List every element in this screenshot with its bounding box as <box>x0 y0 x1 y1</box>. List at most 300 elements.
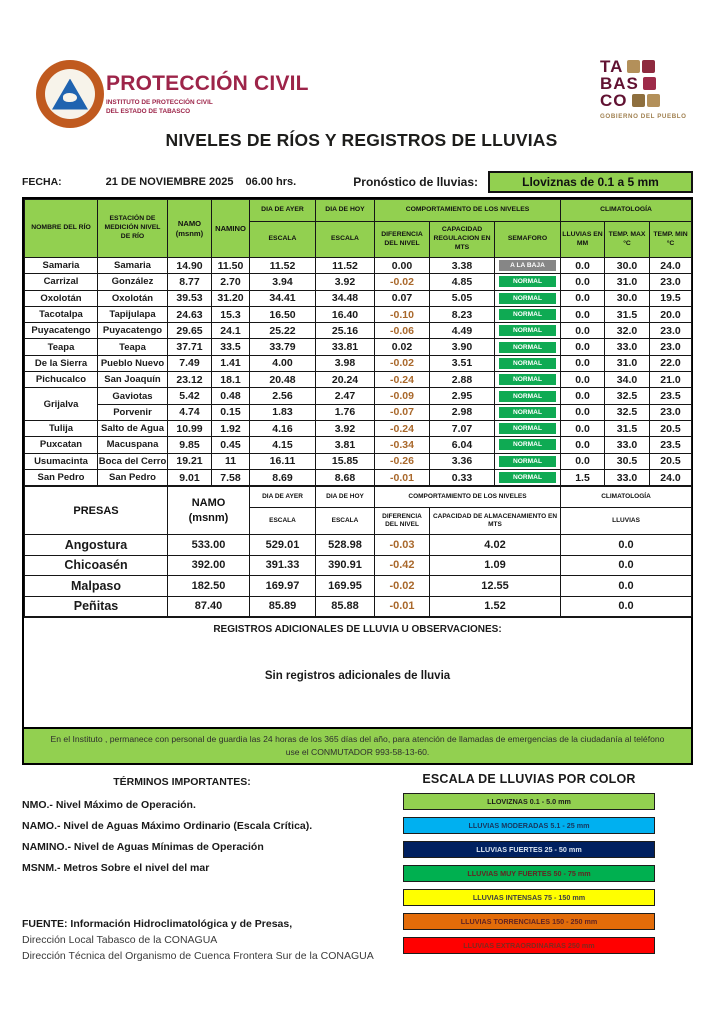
level-diff-cell: 0.02 <box>375 339 430 355</box>
station-cell: Porvenir <box>98 404 168 420</box>
station-cell: Teapa <box>98 339 168 355</box>
semaforo-badge: NORMAL <box>499 407 556 418</box>
temp-min-cell: 23.5 <box>650 388 692 404</box>
col-header-semaforo: SEMAFORO <box>495 222 561 258</box>
namino-cell: 2.70 <box>212 274 250 290</box>
yesterday-scale-cell: 33.79 <box>250 339 316 355</box>
yesterday-scale-cell: 4.16 <box>250 420 316 436</box>
rain-mm-cell: 0.0 <box>561 437 605 453</box>
temp-min-cell: 22.0 <box>650 355 692 371</box>
namo-cell: 39.53 <box>168 290 212 306</box>
presa-storage-cell: 1.52 <box>430 596 561 617</box>
tabasco-logo-text: CO <box>600 90 628 110</box>
namo-cell: 37.71 <box>168 339 212 355</box>
agency-title: PROTECCIÓN CIVIL <box>106 72 309 95</box>
today-scale-cell: 2.47 <box>316 388 375 404</box>
rain-mm-cell: 0.0 <box>561 420 605 436</box>
yesterday-scale-cell: 1.83 <box>250 404 316 420</box>
river-name-cell: De la Sierra <box>25 355 98 371</box>
river-name-cell: Samaria <box>25 258 98 274</box>
yesterday-scale-cell: 4.15 <box>250 437 316 453</box>
semaforo-cell <box>495 388 561 404</box>
col-header-tmin: TEMP. MIN °C <box>650 222 692 258</box>
source-line3: Dirección Técnica del Organismo de Cuenca Frontera Sur de la CONAGUA <box>22 950 374 962</box>
namo-cell: 9.01 <box>168 469 212 485</box>
agency-subtitle-line1: INSTITUTO DE PROTECCIÓN CIVIL <box>106 99 213 106</box>
semaforo-cell <box>495 306 561 322</box>
station-cell: Boca del Cerro <box>98 453 168 469</box>
presa-today-cell: 528.98 <box>316 535 375 556</box>
capacity-cell: 8.23 <box>430 306 495 322</box>
namino-cell: 1.92 <box>212 420 250 436</box>
temp-max-cell: 31.5 <box>605 420 650 436</box>
river-row <box>25 469 692 485</box>
capacity-cell: 6.04 <box>430 437 495 453</box>
terms-title: TÉRMINOS IMPORTANTES: <box>113 776 251 788</box>
river-row <box>25 388 692 404</box>
temp-min-cell: 23.5 <box>650 437 692 453</box>
river-name-cell: San Pedro <box>25 469 98 485</box>
river-row <box>25 258 692 274</box>
col-header-presas-today: DIA DE HOY <box>316 487 375 508</box>
river-row <box>25 274 692 290</box>
semaforo-badge: NORMAL <box>499 325 556 336</box>
temp-min-cell: 24.0 <box>650 258 692 274</box>
namino-cell: 11.50 <box>212 258 250 274</box>
tabasco-logo-glyphs <box>627 60 655 73</box>
namino-cell: 0.48 <box>212 388 250 404</box>
river-name-cell: Pichucalco <box>25 372 98 388</box>
temp-min-cell: 23.0 <box>650 274 692 290</box>
presa-row <box>25 555 692 576</box>
today-scale-cell: 15.85 <box>316 453 375 469</box>
temp-min-cell: 24.0 <box>650 469 692 485</box>
term-item: NAMO.- Nivel de Aguas Máximo Ordinario (Escala Crítica). <box>22 820 313 832</box>
station-cell: Samaria <box>98 258 168 274</box>
temp-max-cell: 32.5 <box>605 404 650 420</box>
rain-mm-cell: 1.5 <box>561 469 605 485</box>
today-scale-cell: 8.68 <box>316 469 375 485</box>
level-diff-cell: -0.24 <box>375 420 430 436</box>
level-diff-cell: -0.10 <box>375 306 430 322</box>
presa-name-cell: Malpaso <box>25 576 168 597</box>
semaforo-badge: NORMAL <box>499 456 556 467</box>
yesterday-scale-cell: 4.00 <box>250 355 316 371</box>
presa-namo-cell: 533.00 <box>168 535 250 556</box>
rain-mm-cell: 0.0 <box>561 274 605 290</box>
temp-max-cell: 31.5 <box>605 306 650 322</box>
presas-table <box>24 486 692 617</box>
semaforo-badge: NORMAL <box>499 391 556 402</box>
yesterday-scale-cell: 8.69 <box>250 469 316 485</box>
col-header-station: ESTACIÓN DE MEDICIÓN NIVEL DE RÍO <box>98 200 168 258</box>
semaforo-cell <box>495 404 561 420</box>
capacity-cell: 3.51 <box>430 355 495 371</box>
semaforo-badge: A LA BAJA <box>499 260 556 271</box>
level-diff-cell: -0.09 <box>375 388 430 404</box>
presa-row <box>25 576 692 597</box>
presa-today-cell: 169.95 <box>316 576 375 597</box>
semaforo-badge: NORMAL <box>499 374 556 385</box>
rain-scale-bar: LLUVIAS MUY FUERTES 50 - 75 mm <box>403 865 655 882</box>
river-name-cell: Teapa <box>25 339 98 355</box>
river-row <box>25 290 692 306</box>
yesterday-scale-cell: 25.22 <box>250 323 316 339</box>
rivers-table <box>24 199 692 486</box>
level-diff-cell: 0.07 <box>375 290 430 306</box>
level-diff-cell: -0.02 <box>375 355 430 371</box>
presa-name-cell: Angostura <box>25 535 168 556</box>
namino-cell: 18.1 <box>212 372 250 388</box>
semaforo-cell <box>495 372 561 388</box>
river-name-cell: Usumacinta <box>25 453 98 469</box>
semaforo-cell <box>495 339 561 355</box>
station-cell: Gaviotas <box>98 388 168 404</box>
river-name-cell: Tulija <box>25 420 98 436</box>
semaforo-badge: NORMAL <box>499 423 556 434</box>
seal-triangle-icon <box>52 79 88 110</box>
namo-cell: 24.63 <box>168 306 212 322</box>
emergency-banner <box>24 727 691 763</box>
presa-namo-cell: 182.50 <box>168 576 250 597</box>
semaforo-cell <box>495 453 561 469</box>
rain-mm-cell: 0.0 <box>561 258 605 274</box>
temp-max-cell: 30.0 <box>605 258 650 274</box>
presa-name-cell: Chicoasén <box>25 555 168 576</box>
today-scale-cell: 3.92 <box>316 420 375 436</box>
temp-max-cell: 33.0 <box>605 339 650 355</box>
station-cell: Salto de Agua <box>98 420 168 436</box>
station-cell: González <box>98 274 168 290</box>
namino-cell: 7.58 <box>212 469 250 485</box>
tabasco-logo-caption: GOBIERNO DEL PUEBLO <box>600 113 687 120</box>
river-row <box>25 306 692 322</box>
namo-cell: 14.90 <box>168 258 212 274</box>
rain-mm-cell: 0.0 <box>561 323 605 339</box>
presa-rain-cell: 0.0 <box>561 535 692 556</box>
presa-row <box>25 596 692 617</box>
temp-max-cell: 31.0 <box>605 274 650 290</box>
additional-rain-section <box>24 617 691 727</box>
presa-diff-cell: -0.01 <box>375 596 430 617</box>
agency-header <box>106 72 309 117</box>
level-diff-cell: -0.01 <box>375 469 430 485</box>
namino-cell: 11 <box>212 453 250 469</box>
station-cell: San Pedro <box>98 469 168 485</box>
station-cell: Pueblo Nuevo <box>98 355 168 371</box>
tabasco-logo <box>600 58 712 120</box>
capacity-cell: 4.85 <box>430 274 495 290</box>
river-row <box>25 339 692 355</box>
namino-cell: 33.5 <box>212 339 250 355</box>
semaforo-cell <box>495 290 561 306</box>
col-header-presas-yesterday: DIA DE AYER <box>250 487 316 508</box>
river-row <box>25 437 692 453</box>
namino-cell: 31.20 <box>212 290 250 306</box>
tabasco-logo-glyphs <box>643 77 656 90</box>
fecha-date: 21 DE NOVIEMBRE 2025 <box>105 176 234 188</box>
rivers-table-body <box>25 258 692 486</box>
presa-storage-cell: 4.02 <box>430 535 561 556</box>
namo-cell: 5.42 <box>168 388 212 404</box>
col-header-presas: PRESAS <box>25 487 168 535</box>
tabasco-logo-row <box>600 75 712 92</box>
capacity-cell: 2.88 <box>430 372 495 388</box>
presa-yesterday-cell: 391.33 <box>250 555 316 576</box>
tabasco-logo-text: BAS <box>600 73 639 93</box>
forecast-label: Pronóstico de lluvias: <box>353 175 478 189</box>
temp-min-cell: 21.0 <box>650 372 692 388</box>
namo-cell: 4.74 <box>168 404 212 420</box>
today-scale-cell: 11.52 <box>316 258 375 274</box>
temp-max-cell: 32.0 <box>605 323 650 339</box>
presa-name-cell: Peñitas <box>25 596 168 617</box>
level-diff-cell: -0.34 <box>375 437 430 453</box>
temp-min-cell: 20.5 <box>650 420 692 436</box>
forecast-value-badge: Lloviznas de 0.1 a 5 mm <box>488 171 693 193</box>
river-row <box>25 372 692 388</box>
seal-inner-circle <box>45 69 95 119</box>
terms-section <box>22 776 382 879</box>
yesterday-scale-cell: 3.94 <box>250 274 316 290</box>
yesterday-scale-cell: 34.41 <box>250 290 316 306</box>
namo-cell: 10.99 <box>168 420 212 436</box>
river-name-cell: Oxolotán <box>25 290 98 306</box>
presa-namo-cell: 392.00 <box>168 555 250 576</box>
station-cell: Oxolotán <box>98 290 168 306</box>
capacity-cell: 3.38 <box>430 258 495 274</box>
river-name-cell: Grijalva <box>25 388 98 421</box>
level-diff-cell: -0.24 <box>375 372 430 388</box>
semaforo-badge: NORMAL <box>499 293 556 304</box>
temp-max-cell: 34.0 <box>605 372 650 388</box>
semaforo-cell <box>495 274 561 290</box>
semaforo-cell <box>495 258 561 274</box>
semaforo-cell <box>495 420 561 436</box>
yesterday-scale-cell: 16.50 <box>250 306 316 322</box>
river-row <box>25 323 692 339</box>
capacity-cell: 7.07 <box>430 420 495 436</box>
capacity-cell: 3.36 <box>430 453 495 469</box>
semaforo-cell <box>495 469 561 485</box>
river-name-cell: Tacotalpa <box>25 306 98 322</box>
rain-scale-bar: LLUVIAS FUERTES 25 - 50 mm <box>403 841 655 858</box>
river-name-cell: Carrizal <box>25 274 98 290</box>
tabasco-logo-row <box>600 92 712 109</box>
temp-min-cell: 20.0 <box>650 306 692 322</box>
level-diff-cell: -0.02 <box>375 274 430 290</box>
namino-cell: 0.15 <box>212 404 250 420</box>
rain-mm-cell: 0.0 <box>561 388 605 404</box>
capacity-cell: 2.98 <box>430 404 495 420</box>
namino-cell: 0.45 <box>212 437 250 453</box>
namo-cell: 19.21 <box>168 453 212 469</box>
rain-scale-title: ESCALA DE LLUVIAS POR COLOR <box>422 772 636 786</box>
presa-storage-cell: 12.55 <box>430 576 561 597</box>
source-section <box>22 916 472 964</box>
temp-min-cell: 23.0 <box>650 339 692 355</box>
semaforo-badge: NORMAL <box>499 276 556 287</box>
namino-cell: 1.41 <box>212 355 250 371</box>
col-header-presas-scale-yesterday: ESCALA <box>250 508 316 535</box>
col-header-rain: LLUVIAS EN MM <box>561 222 605 258</box>
temp-max-cell: 30.0 <box>605 290 650 306</box>
river-name-cell: Puxcatan <box>25 437 98 453</box>
rain-mm-cell: 0.0 <box>561 355 605 371</box>
presa-today-cell: 85.88 <box>316 596 375 617</box>
capacity-cell: 4.49 <box>430 323 495 339</box>
namo-cell: 29.65 <box>168 323 212 339</box>
term-item: NMO.- Nivel Máximo de Operación. <box>22 799 196 811</box>
rain-scale-bar: LLUVIAS MODERADAS 5.1 - 25 mm <box>403 817 655 834</box>
level-diff-cell: -0.07 <box>375 404 430 420</box>
yesterday-scale-cell: 16.11 <box>250 453 316 469</box>
station-cell: Tapijulapa <box>98 306 168 322</box>
station-cell: Macuspana <box>98 437 168 453</box>
col-header-tmax: TEMP. MAX °C <box>605 222 650 258</box>
col-header-presas-scale-today: ESCALA <box>316 508 375 535</box>
agency-subtitle-line2: DEL ESTADO DE TABASCO <box>106 108 191 116</box>
col-header-capacity: CAPACIDAD REGULACION EN MTS <box>430 222 495 258</box>
terms-list <box>22 795 382 879</box>
namo-cell: 9.85 <box>168 437 212 453</box>
col-header-presas-diff: DIFERENCIA DEL NIVEL <box>375 508 430 535</box>
today-scale-cell: 3.81 <box>316 437 375 453</box>
today-scale-cell: 34.48 <box>316 290 375 306</box>
source-line2: Dirección Local Tabasco de la CONAGUA <box>22 934 218 946</box>
col-header-namino: NAMINO <box>212 200 250 258</box>
rain-mm-cell: 0.0 <box>561 404 605 420</box>
civil-protection-seal-icon <box>36 60 104 128</box>
capacity-cell: 5.05 <box>430 290 495 306</box>
col-header-scale-today: ESCALA <box>316 222 375 258</box>
temp-min-cell: 23.0 <box>650 323 692 339</box>
namino-cell: 15.3 <box>212 306 250 322</box>
col-header-river: NOMBRE DEL RÍO <box>25 200 98 258</box>
col-header-namo: NAMO (msnm) <box>168 200 212 258</box>
tabasco-logo-glyphs <box>632 94 660 107</box>
col-header-diff: DIFERENCIA DEL NIVEL <box>375 222 430 258</box>
temp-min-cell: 20.5 <box>650 453 692 469</box>
temp-max-cell: 32.5 <box>605 388 650 404</box>
station-cell: San Joaquín <box>98 372 168 388</box>
term-item: MSNM.- Metros Sobre el nivel del mar <box>22 862 210 874</box>
fecha-time: 06.00 hrs. <box>245 176 297 188</box>
date-forecast-row <box>22 170 693 194</box>
agency-subtitle <box>106 98 309 117</box>
report-body-block <box>22 197 693 765</box>
rain-scale-bar: LLUVIAS TORRENCIALES 150 - 250 mm <box>403 913 655 930</box>
temp-max-cell: 31.0 <box>605 355 650 371</box>
col-header-scale-yesterday: ESCALA <box>250 222 316 258</box>
rain-mm-cell: 0.0 <box>561 290 605 306</box>
emergency-banner-text: En el Instituto , permanece con personal de guardia las 24 horas de los 365 días del año, para atención de llamadas de emergencias de la ciudadanía al teléfono use el CONMUTADOR 993-58-13-60. <box>50 733 665 758</box>
semaforo-badge: NORMAL <box>499 309 556 320</box>
river-row <box>25 404 692 420</box>
col-header-presas-rain: LLUVIAS <box>561 508 692 535</box>
rain-mm-cell: 0.0 <box>561 306 605 322</box>
col-header-presas-namo: NAMO (msnm) <box>168 487 250 535</box>
river-row <box>25 420 692 436</box>
rain-scale-bar: LLUVIAS EXTRAORDINARIAS 250 mm <box>403 937 655 954</box>
presa-storage-cell: 1.09 <box>430 555 561 576</box>
presa-namo-cell: 87.40 <box>168 596 250 617</box>
today-scale-cell: 3.98 <box>316 355 375 371</box>
yesterday-scale-cell: 20.48 <box>250 372 316 388</box>
today-scale-cell: 3.92 <box>316 274 375 290</box>
semaforo-cell <box>495 323 561 339</box>
presa-row <box>25 535 692 556</box>
semaforo-cell <box>495 437 561 453</box>
river-row <box>25 453 692 469</box>
presa-rain-cell: 0.0 <box>561 596 692 617</box>
col-header-today: DIA DE HOY <box>316 200 375 222</box>
presa-diff-cell: -0.42 <box>375 555 430 576</box>
namo-cell: 8.77 <box>168 274 212 290</box>
rain-mm-cell: 0.0 <box>561 453 605 469</box>
fecha-label: FECHA: <box>22 176 62 188</box>
additional-rain-body: Sin registros adicionales de lluvia <box>264 670 451 683</box>
level-diff-cell: -0.06 <box>375 323 430 339</box>
tabasco-logo-text: TA <box>600 56 624 76</box>
capacity-cell: 0.33 <box>430 469 495 485</box>
rain-scale-bar: LLOVIZNAS 0.1 - 5.0 mm <box>403 793 655 810</box>
today-scale-cell: 20.24 <box>316 372 375 388</box>
rain-mm-cell: 0.0 <box>561 372 605 388</box>
today-scale-cell: 33.81 <box>316 339 375 355</box>
namo-cell: 7.49 <box>168 355 212 371</box>
temp-max-cell: 33.0 <box>605 437 650 453</box>
presa-today-cell: 390.91 <box>316 555 375 576</box>
river-name-cell: Puyacatengo <box>25 323 98 339</box>
semaforo-cell <box>495 355 561 371</box>
group-header-presas-behavior: COMPORTAMIENTO DE LOS NIVELES <box>375 487 561 508</box>
yesterday-scale-cell: 11.52 <box>250 258 316 274</box>
additional-rain-label: REGISTROS ADICIONALES DE LLUVIA U OBSERVACIONES: <box>213 624 502 636</box>
capacity-cell: 2.95 <box>430 388 495 404</box>
capacity-cell: 3.90 <box>430 339 495 355</box>
page-title: NIVELES DE RÍOS Y REGISTROS DE LLUVIAS <box>165 130 558 150</box>
tabasco-logo-row <box>600 58 712 75</box>
presa-diff-cell: -0.03 <box>375 535 430 556</box>
yesterday-scale-cell: 2.56 <box>250 388 316 404</box>
col-header-yesterday: DIA DE AYER <box>250 200 316 222</box>
today-scale-cell: 16.40 <box>316 306 375 322</box>
today-scale-cell: 25.16 <box>316 323 375 339</box>
temp-min-cell: 19.5 <box>650 290 692 306</box>
level-diff-cell: 0.00 <box>375 258 430 274</box>
group-header-behavior: COMPORTAMIENTO DE LOS NIVELES <box>375 200 561 222</box>
presas-table-body <box>25 535 692 617</box>
namino-cell: 24.1 <box>212 323 250 339</box>
presa-yesterday-cell: 85.89 <box>250 596 316 617</box>
river-row <box>25 355 692 371</box>
group-header-climate: CLIMATOLOGÍA <box>561 200 692 222</box>
namo-cell: 23.12 <box>168 372 212 388</box>
temp-min-cell: 23.0 <box>650 404 692 420</box>
presa-diff-cell: -0.02 <box>375 576 430 597</box>
presa-rain-cell: 0.0 <box>561 555 692 576</box>
today-scale-cell: 1.76 <box>316 404 375 420</box>
level-diff-cell: -0.26 <box>375 453 430 469</box>
rain-scale-bar: LLUVIAS INTENSAS 75 - 150 mm <box>403 889 655 906</box>
semaforo-badge: NORMAL <box>499 472 556 483</box>
rain-mm-cell: 0.0 <box>561 339 605 355</box>
presa-rain-cell: 0.0 <box>561 576 692 597</box>
temp-max-cell: 30.5 <box>605 453 650 469</box>
semaforo-badge: NORMAL <box>499 439 556 450</box>
semaforo-badge: NORMAL <box>499 358 556 369</box>
